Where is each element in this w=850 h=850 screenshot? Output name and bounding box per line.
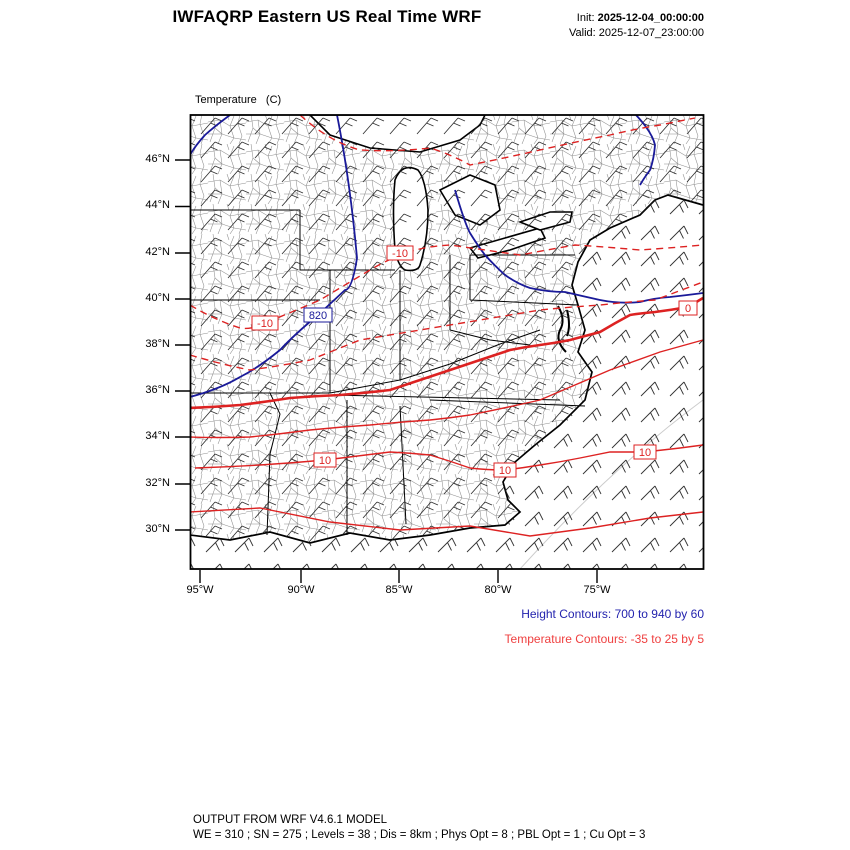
lat-label-42n: 42°N <box>145 246 170 258</box>
run-times <box>430 11 704 41</box>
model-info-line1: OUTPUT FROM WRF V4.6.1 MODEL <box>193 814 388 826</box>
svg-text:-10: -10 <box>392 248 408 260</box>
page-title: IWFAQRP Eastern US Real Time WRF <box>172 7 482 26</box>
valid-time: Valid: 2025-12-07_23:00:00 <box>569 27 704 39</box>
lat-label-32n: 32°N <box>145 477 170 489</box>
lat-label-36n: 36°N <box>145 384 170 396</box>
lat-label-46n: 46°N <box>145 153 170 165</box>
init-time: Init: 2025-12-04_00:00:00 <box>576 12 704 24</box>
contour-label-box <box>494 463 516 477</box>
model-info-line2: WE = 310 ; SN = 275 ; Levels = 38 ; Dis = 8km ; Phys Opt = 8 ; PBL Opt = 1 ; Cu Opt = 3 <box>193 828 646 841</box>
contour-label-box <box>634 445 656 459</box>
contour-label-box <box>314 453 336 467</box>
svg-text:10: 10 <box>318 455 332 467</box>
height-contours-note: Height Contours: 700 to 940 by 60 <box>521 607 704 621</box>
temperature-contours-note: Temperature Contours: -35 to 25 by 5 <box>504 632 704 646</box>
lat-label-30n: 30°N <box>145 523 170 535</box>
lon-label-95w: 95°W <box>186 584 214 596</box>
lon-label-75w: 75°W <box>583 584 611 596</box>
lon-label-85w: 85°W <box>385 584 413 596</box>
svg-text:820: 820 <box>308 310 328 322</box>
lon-label-80w: 80°W <box>484 584 512 596</box>
svg-text:0: 0 <box>684 303 692 315</box>
legend-temperature: Temperature (C) <box>195 94 282 106</box>
weather-map <box>170 114 706 586</box>
contour-label-box <box>387 246 413 260</box>
contour-label-box <box>679 301 697 315</box>
svg-text:10: 10 <box>638 447 652 459</box>
svg-text:10: 10 <box>498 465 512 477</box>
lat-label-38n: 38°N <box>145 338 170 350</box>
lat-label-40n: 40°N <box>145 292 170 304</box>
lon-label-90w: 90°W <box>287 584 315 596</box>
wind-barbs <box>190 115 704 569</box>
lat-label-34n: 34°N <box>145 430 170 442</box>
model-info <box>193 813 645 842</box>
lat-label-44n: 44°N <box>145 199 170 211</box>
contour-label-box <box>252 316 278 330</box>
contour-label-box <box>304 308 332 322</box>
svg-text:-10: -10 <box>257 318 273 330</box>
